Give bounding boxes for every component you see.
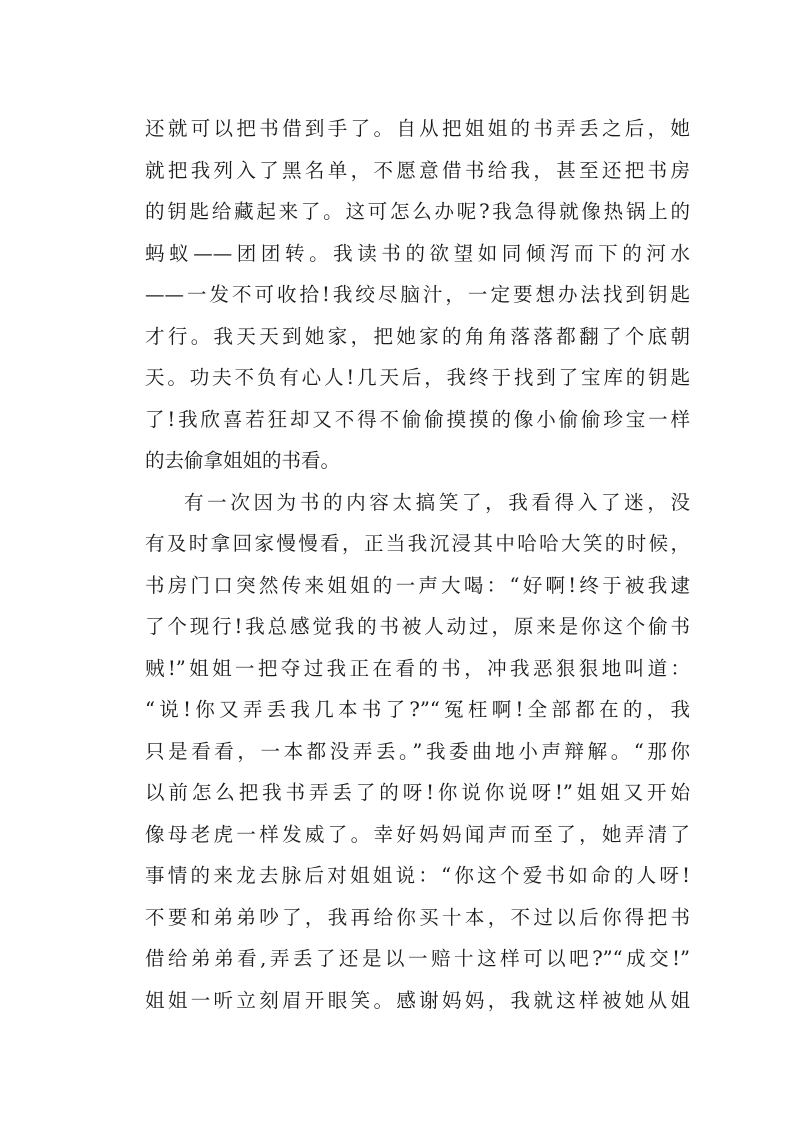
- text-line: 不要和弟弟吵了，我再给你买十本，不过以后你得把书: [145, 905, 690, 929]
- text-line: 借给弟弟看,弄丢了还是以一赔十这样可以吧?”“成交!”: [145, 947, 690, 970]
- text-line: 书房门口突然传来姐姐的一声大喝：“好啊!终于被我逮: [145, 573, 690, 597]
- text-line: 蚂蚁——团团转。我读书的欲望如同倾泻而下的河水: [145, 241, 690, 265]
- text-line: 贼!”姐姐一把夺过我正在看的书，冲我恶狠狠地叫道：: [145, 656, 690, 680]
- body-text: [145, 108, 690, 1021]
- text-line: 只是看看，一本都没弄丢。”我委曲地小声辩解。“那你: [145, 739, 690, 763]
- text-line: ——一发不可收拾!我绞尽脑汁，一定要想办法找到钥匙: [145, 283, 690, 306]
- text-line: 有及时拿回家慢慢看，正当我沉浸其中哈哈大笑的时候，: [145, 532, 690, 555]
- text-line: 的去偷拿姐姐的书看。: [145, 449, 341, 472]
- text-line: 天。功夫不负有心人!几天后，我终于找到了宝库的钥匙: [145, 366, 690, 389]
- text-line: 还就可以把书借到手了。自从把姐姐的书弄丢之后，她: [145, 117, 690, 140]
- text-line: 才行。我天天到她家，把她家的角角落落都翻了个底朝: [145, 324, 690, 348]
- text-line: “说!你又弄丢我几本书了?”“冤枉啊!全部都在的，我: [145, 698, 690, 721]
- text-line: 有一次因为书的内容太搞笑了，我看得入了迷，没: [184, 490, 690, 514]
- text-line: 就把我列入了黑名单，不愿意借书给我，甚至还把书房: [145, 158, 690, 182]
- text-line: 的钥匙给藏起来了。这可怎么办呢?我急得就像热锅上的: [145, 200, 690, 223]
- text-line: 事情的来龙去脉后对姐姐说：“你这个爱书如命的人呀!: [145, 864, 690, 887]
- paragraph-1: [145, 108, 690, 482]
- paragraph-2: [145, 482, 690, 1022]
- text-line: 姐姐一听立刻眉开眼笑。感谢妈妈，我就这样被她从姐: [145, 988, 690, 1012]
- text-line: 了!我欣喜若狂却又不得不偷偷摸摸的像小偷偷珍宝一样: [145, 407, 690, 431]
- text-line: 像母老虎一样发威了。幸好妈妈闻声而至了，她弄清了: [145, 822, 690, 846]
- text-line: 了个现行!我总感觉我的书被人动过，原来是你这个偷书: [145, 615, 690, 638]
- text-line: 以前怎么把我书弄丢了的呀!你说你说呀!”姐姐又开始: [145, 781, 690, 804]
